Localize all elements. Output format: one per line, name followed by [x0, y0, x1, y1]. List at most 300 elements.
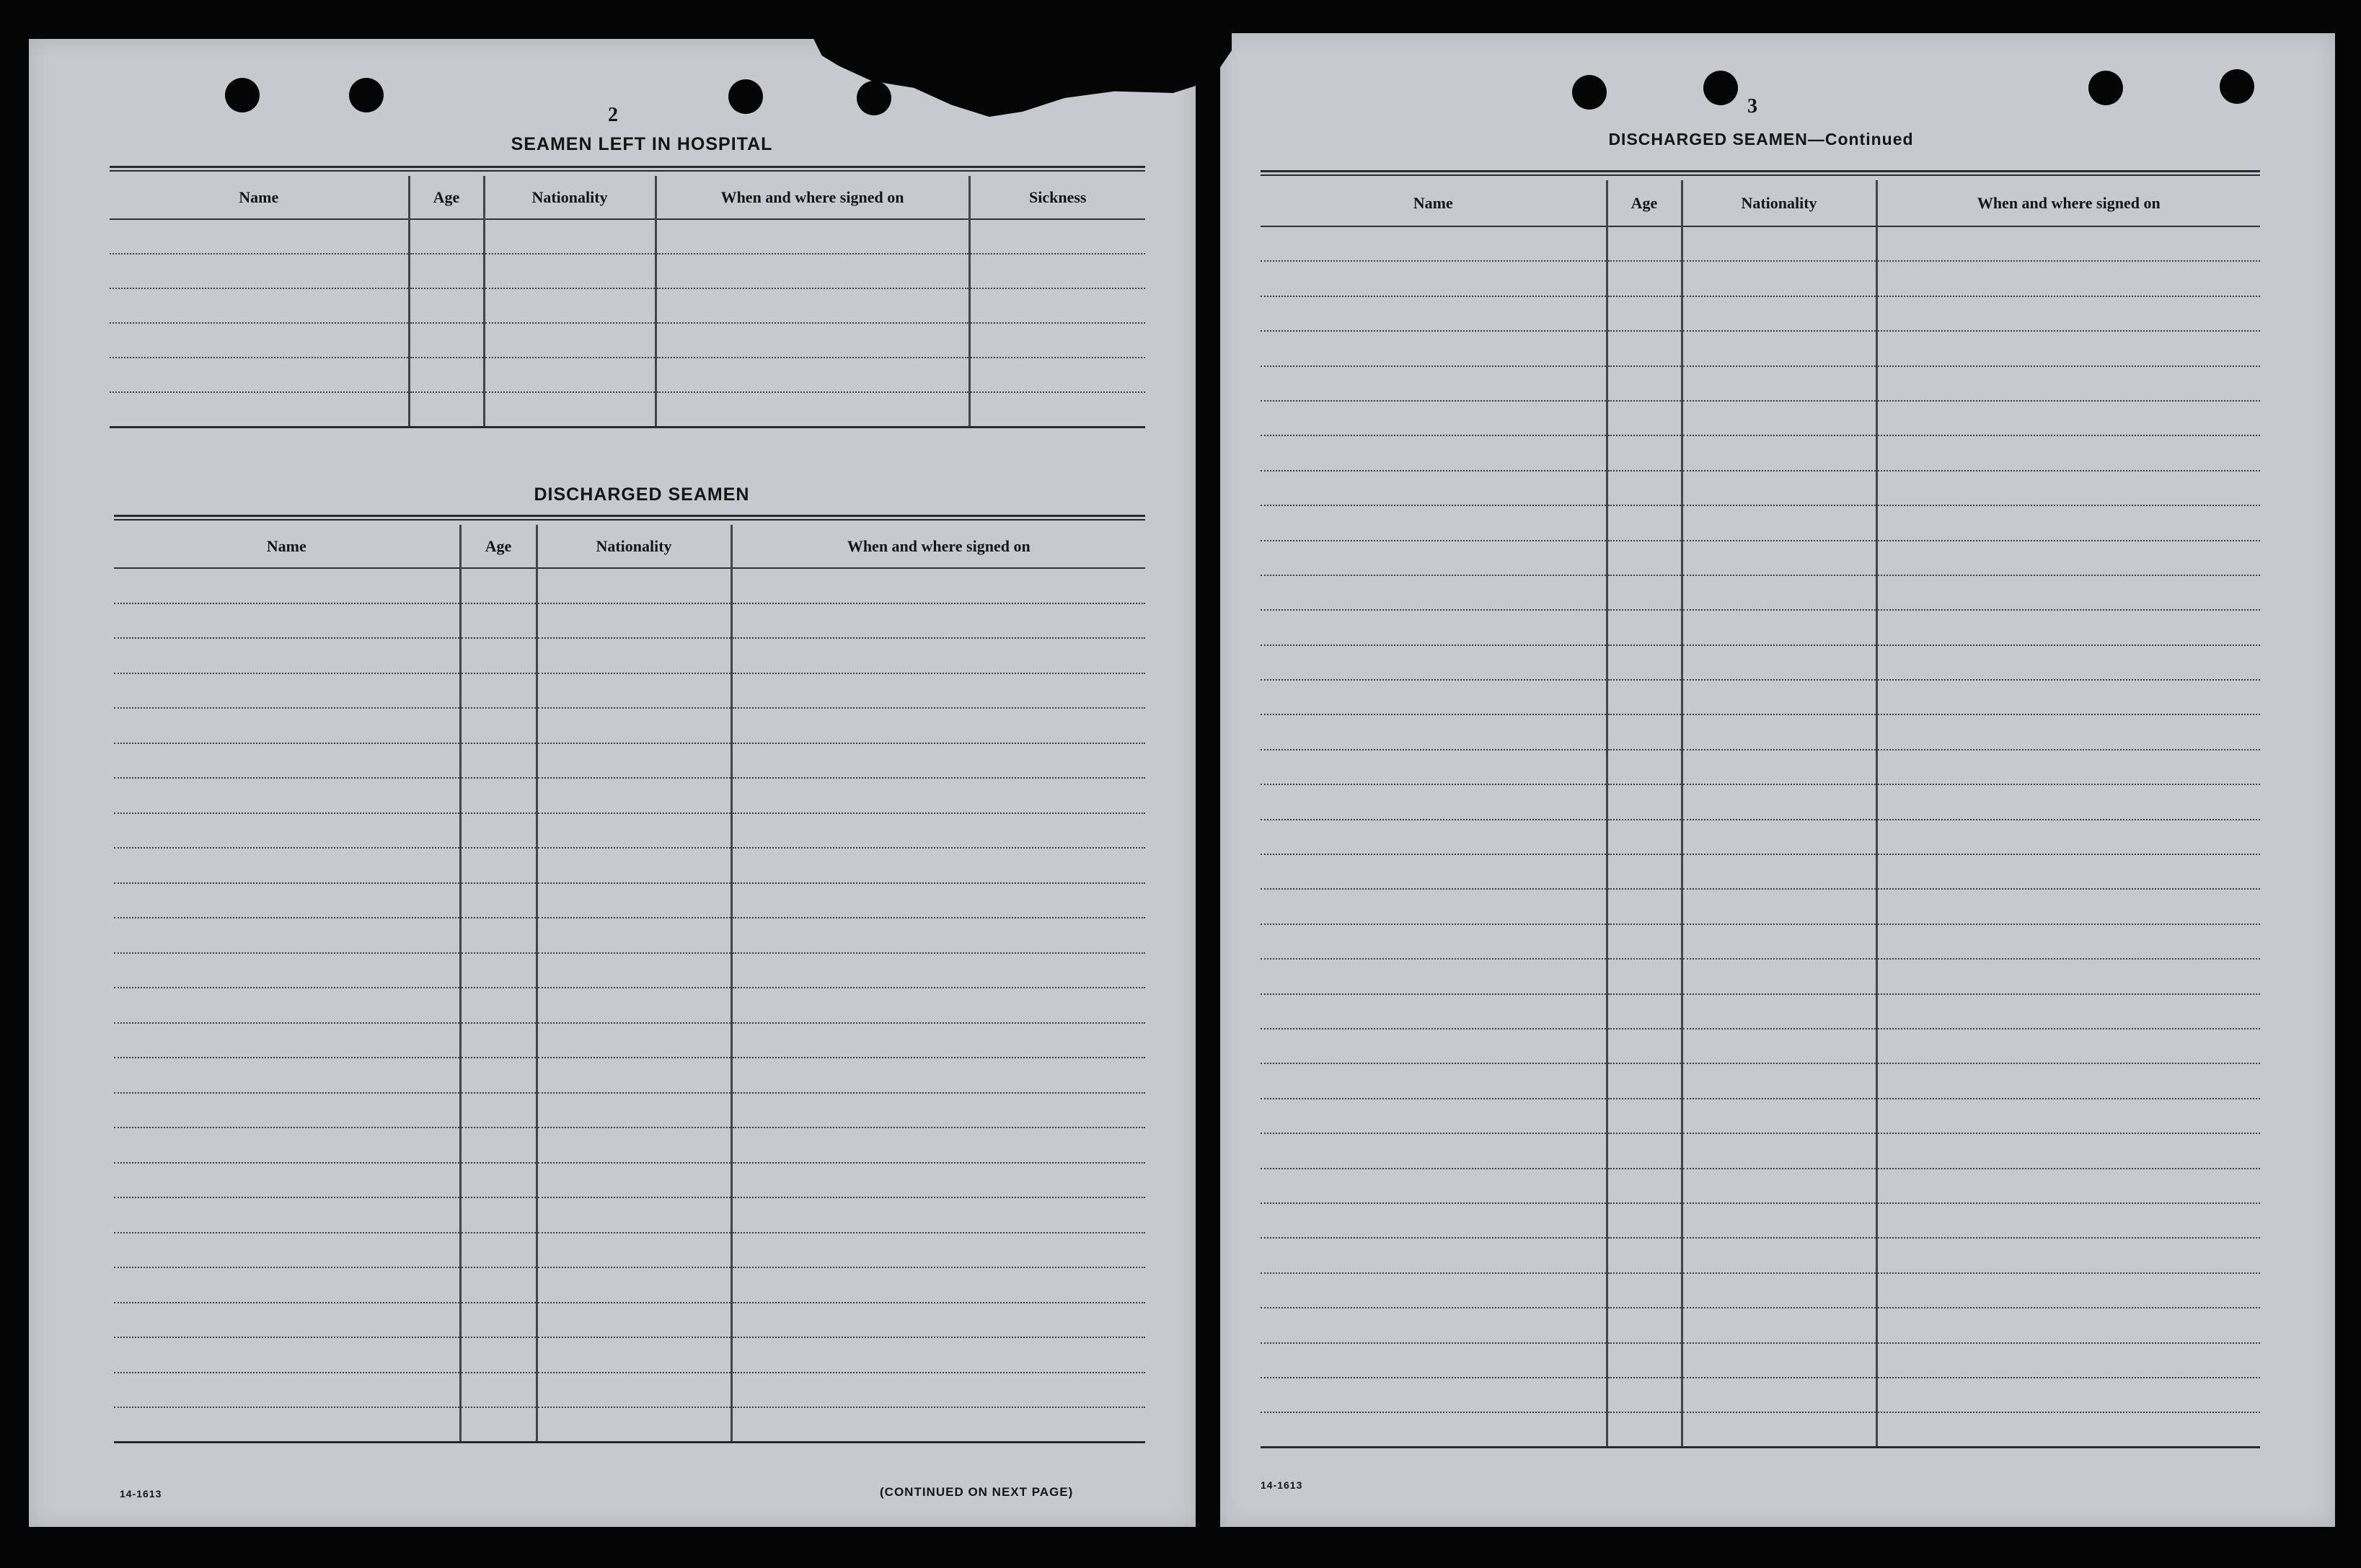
- blank-cell[interactable]: [1261, 1412, 1607, 1447]
- blank-cell[interactable]: [460, 953, 537, 988]
- blank-cell[interactable]: [110, 392, 409, 427]
- blank-cell[interactable]: [1682, 1203, 1876, 1238]
- blank-cell[interactable]: [731, 1197, 1145, 1233]
- blank-cell[interactable]: [1607, 1169, 1682, 1203]
- blank-cell[interactable]: [1607, 924, 1682, 959]
- blank-cell[interactable]: [114, 1023, 460, 1058]
- blank-cell[interactable]: [1261, 575, 1607, 610]
- blank-cell[interactable]: [1261, 714, 1607, 749]
- blank-cell[interactable]: [460, 568, 537, 603]
- blank-cell[interactable]: [1682, 401, 1876, 435]
- blank-row: [114, 1337, 1145, 1373]
- blank-cell[interactable]: [1261, 296, 1607, 331]
- blank-cell[interactable]: [460, 1337, 537, 1373]
- blank-cell[interactable]: [1261, 226, 1607, 261]
- blank-row: [1261, 1412, 2260, 1447]
- blank-cell[interactable]: [1607, 261, 1682, 296]
- blank-cell[interactable]: [537, 918, 731, 953]
- blank-cell[interactable]: [1682, 994, 1876, 1029]
- blank-cell[interactable]: [409, 392, 484, 427]
- blank-row: [1261, 471, 2260, 505]
- form-code: 14-1613: [120, 1488, 162, 1500]
- blank-cell[interactable]: [1607, 1099, 1682, 1133]
- blank-cell[interactable]: [460, 1023, 537, 1058]
- blank-cell[interactable]: [114, 918, 460, 953]
- blank-cell[interactable]: [1607, 471, 1682, 505]
- blank-cell[interactable]: [114, 778, 460, 813]
- blank-cell[interactable]: [460, 883, 537, 918]
- blank-cell[interactable]: [1682, 331, 1876, 366]
- blank-cell[interactable]: [1261, 331, 1607, 366]
- blank-cell[interactable]: [1261, 820, 1607, 854]
- blank-cell[interactable]: [1261, 680, 1607, 714]
- blank-cell[interactable]: [731, 953, 1145, 988]
- blank-cell[interactable]: [1261, 366, 1607, 401]
- blank-cell[interactable]: [484, 323, 656, 358]
- blank-cell[interactable]: [1876, 1343, 2260, 1378]
- blank-cell[interactable]: [1261, 924, 1607, 959]
- blank-cell[interactable]: [1876, 1273, 2260, 1308]
- blank-row: [114, 568, 1145, 603]
- blank-cell[interactable]: [114, 1058, 460, 1093]
- blank-cell[interactable]: [969, 358, 1145, 392]
- blank-cell[interactable]: [1607, 1133, 1682, 1168]
- blank-cell[interactable]: [1682, 1099, 1876, 1133]
- blank-cell[interactable]: [1607, 645, 1682, 680]
- blank-cell[interactable]: [114, 1303, 460, 1338]
- blank-cell[interactable]: [460, 1233, 537, 1268]
- blank-cell[interactable]: [1876, 1378, 2260, 1412]
- blank-cell[interactable]: [731, 1233, 1145, 1268]
- blank-cell[interactable]: [1607, 575, 1682, 610]
- blank-cell[interactable]: [731, 1303, 1145, 1338]
- blank-cell[interactable]: [484, 254, 656, 288]
- blank-cell[interactable]: [537, 1373, 731, 1408]
- blank-cell[interactable]: [460, 1163, 537, 1198]
- blank-cell[interactable]: [1607, 714, 1682, 749]
- blank-cell[interactable]: [1682, 1238, 1876, 1272]
- blank-cell[interactable]: [1607, 505, 1682, 540]
- blank-cell[interactable]: [460, 603, 537, 639]
- blank-cell[interactable]: [460, 1058, 537, 1093]
- blank-cell[interactable]: [110, 323, 409, 358]
- blank-cell[interactable]: [1261, 1308, 1607, 1342]
- blank-cell[interactable]: [1876, 331, 2260, 366]
- blank-cell[interactable]: [110, 219, 409, 254]
- blank-cell[interactable]: [1682, 435, 1876, 470]
- blank-cell[interactable]: [1607, 750, 1682, 784]
- blank-cell[interactable]: [114, 848, 460, 883]
- blank-cell[interactable]: [1261, 435, 1607, 470]
- blank-cell[interactable]: [1607, 331, 1682, 366]
- blank-cell[interactable]: [537, 953, 731, 988]
- blank-cell[interactable]: [1261, 471, 1607, 505]
- blank-cell[interactable]: [1261, 1343, 1607, 1378]
- blank-cell[interactable]: [1261, 401, 1607, 435]
- blank-cell[interactable]: [1682, 505, 1876, 540]
- blank-cell[interactable]: [537, 988, 731, 1023]
- blank-cell[interactable]: [731, 1373, 1145, 1408]
- blank-cell[interactable]: [114, 1373, 460, 1408]
- blank-cell[interactable]: [731, 638, 1145, 673]
- blank-cell[interactable]: [409, 219, 484, 254]
- blank-cell[interactable]: [1876, 1308, 2260, 1342]
- blank-cell[interactable]: [1261, 750, 1607, 784]
- hospital-table: [110, 176, 1145, 428]
- left-page: [29, 39, 1196, 1527]
- blank-cell[interactable]: [1261, 541, 1607, 575]
- blank-cell[interactable]: [731, 1093, 1145, 1128]
- blank-row: [114, 1197, 1145, 1233]
- blank-cell[interactable]: [1682, 1273, 1876, 1308]
- blank-cell[interactable]: [1682, 610, 1876, 645]
- blank-cell[interactable]: [409, 254, 484, 288]
- punch-hole: [349, 78, 384, 112]
- blank-cell[interactable]: [1682, 471, 1876, 505]
- column-header-age: Age: [1607, 180, 1682, 226]
- blank-cell[interactable]: [1682, 1169, 1876, 1203]
- blank-cell[interactable]: [537, 673, 731, 709]
- blank-cell[interactable]: [537, 883, 731, 918]
- blank-cell[interactable]: [1876, 435, 2260, 470]
- blank-cell[interactable]: [114, 1197, 460, 1233]
- blank-cell[interactable]: [460, 1093, 537, 1128]
- blank-cell[interactable]: [1682, 645, 1876, 680]
- blank-cell[interactable]: [1607, 1063, 1682, 1098]
- blank-cell[interactable]: [537, 1023, 731, 1058]
- blank-cell[interactable]: [460, 1303, 537, 1338]
- blank-cell[interactable]: [114, 603, 460, 639]
- blank-cell[interactable]: [537, 1197, 731, 1233]
- blank-cell[interactable]: [1607, 1273, 1682, 1308]
- blank-cell[interactable]: [460, 708, 537, 743]
- blank-cell[interactable]: [460, 778, 537, 813]
- blank-row: [1261, 541, 2260, 575]
- blank-cell[interactable]: [656, 288, 969, 323]
- blank-cell[interactable]: [1876, 820, 2260, 854]
- blank-row: [114, 708, 1145, 743]
- blank-cell[interactable]: [731, 1163, 1145, 1198]
- blank-cell[interactable]: [1876, 1238, 2260, 1272]
- blank-cell[interactable]: [114, 673, 460, 709]
- blank-cell[interactable]: [114, 1407, 460, 1443]
- blank-cell[interactable]: [1261, 610, 1607, 645]
- blank-cell[interactable]: [731, 743, 1145, 779]
- blank-cell[interactable]: [1261, 889, 1607, 923]
- blank-row: [1261, 1273, 2260, 1308]
- blank-cell[interactable]: [1876, 1133, 2260, 1168]
- blank-cell[interactable]: [969, 288, 1145, 323]
- blank-cell[interactable]: [1607, 1029, 1682, 1063]
- blank-cell[interactable]: [409, 358, 484, 392]
- blank-cell[interactable]: [484, 219, 656, 254]
- blank-cell[interactable]: [1876, 401, 2260, 435]
- blank-cell[interactable]: [731, 673, 1145, 709]
- blank-cell[interactable]: [1876, 610, 2260, 645]
- blank-cell[interactable]: [114, 708, 460, 743]
- blank-cell[interactable]: [537, 568, 731, 603]
- blank-cell[interactable]: [114, 988, 460, 1023]
- blank-cell[interactable]: [1607, 1412, 1682, 1447]
- blank-cell[interactable]: [656, 358, 969, 392]
- blank-cell[interactable]: [1682, 750, 1876, 784]
- blank-cell[interactable]: [731, 1023, 1145, 1058]
- blank-cell[interactable]: [1261, 784, 1607, 819]
- blank-row: [114, 673, 1145, 709]
- blank-cell[interactable]: [969, 219, 1145, 254]
- blank-cell[interactable]: [1607, 889, 1682, 923]
- blank-cell[interactable]: [731, 1407, 1145, 1443]
- blank-cell[interactable]: [460, 743, 537, 779]
- blank-cell[interactable]: [1876, 1099, 2260, 1133]
- blank-cell[interactable]: [1876, 750, 2260, 784]
- blank-cell[interactable]: [1607, 541, 1682, 575]
- blank-cell[interactable]: [1607, 784, 1682, 819]
- blank-cell[interactable]: [537, 743, 731, 779]
- column-header-sickness: Sickness: [969, 176, 1145, 219]
- blank-cell[interactable]: [460, 988, 537, 1023]
- blank-cell[interactable]: [731, 1337, 1145, 1373]
- blank-cell[interactable]: [1607, 610, 1682, 645]
- blank-cell[interactable]: [1607, 854, 1682, 889]
- blank-cell[interactable]: [1607, 1203, 1682, 1238]
- blank-cell[interactable]: [460, 673, 537, 709]
- blank-cell[interactable]: [114, 1093, 460, 1128]
- blank-cell[interactable]: [1607, 994, 1682, 1029]
- blank-cell[interactable]: [1876, 889, 2260, 923]
- blank-cell[interactable]: [1876, 959, 2260, 993]
- blank-cell[interactable]: [1607, 680, 1682, 714]
- blank-cell[interactable]: [1261, 1238, 1607, 1272]
- blank-cell[interactable]: [537, 1267, 731, 1303]
- continued-note: (CONTINUED ON NEXT PAGE): [880, 1485, 1074, 1499]
- blank-cell[interactable]: [1876, 505, 2260, 540]
- blank-cell[interactable]: [1682, 680, 1876, 714]
- blank-cell[interactable]: [731, 1267, 1145, 1303]
- blank-cell[interactable]: [460, 638, 537, 673]
- blank-cell[interactable]: [537, 778, 731, 813]
- blank-cell[interactable]: [731, 813, 1145, 849]
- blank-cell[interactable]: [1682, 959, 1876, 993]
- blank-cell[interactable]: [731, 883, 1145, 918]
- blank-cell[interactable]: [114, 883, 460, 918]
- blank-row: [114, 1093, 1145, 1128]
- blank-cell[interactable]: [460, 813, 537, 849]
- blank-cell[interactable]: [1682, 226, 1876, 261]
- blank-cell[interactable]: [537, 1058, 731, 1093]
- blank-cell[interactable]: [1876, 366, 2260, 401]
- blank-cell[interactable]: [1876, 1412, 2260, 1447]
- blank-cell[interactable]: [114, 1267, 460, 1303]
- blank-cell[interactable]: [114, 1128, 460, 1163]
- hospital-top-rule: [110, 166, 1145, 172]
- blank-cell[interactable]: [537, 1407, 731, 1443]
- blank-cell[interactable]: [1876, 924, 2260, 959]
- blank-cell[interactable]: [1682, 296, 1876, 331]
- blank-cell[interactable]: [731, 603, 1145, 639]
- blank-cell[interactable]: [1876, 471, 2260, 505]
- blank-cell[interactable]: [484, 392, 656, 427]
- blank-cell[interactable]: [1876, 784, 2260, 819]
- blank-cell[interactable]: [1607, 435, 1682, 470]
- blank-cell[interactable]: [731, 848, 1145, 883]
- blank-row: [114, 1023, 1145, 1058]
- blank-cell[interactable]: [460, 918, 537, 953]
- blank-cell[interactable]: [1876, 1029, 2260, 1063]
- blank-cell[interactable]: [110, 288, 409, 323]
- blank-cell[interactable]: [1876, 645, 2260, 680]
- blank-cell[interactable]: [1682, 1308, 1876, 1342]
- blank-cell[interactable]: [114, 568, 460, 603]
- discharged-header-row: [114, 525, 1145, 568]
- blank-cell[interactable]: [1682, 1343, 1876, 1378]
- column-header-age: Age: [460, 525, 537, 568]
- blank-cell[interactable]: [1261, 1133, 1607, 1168]
- blank-cell[interactable]: [731, 918, 1145, 953]
- blank-cell[interactable]: [460, 1373, 537, 1408]
- blank-cell[interactable]: [1607, 1238, 1682, 1272]
- blank-cell[interactable]: [1607, 401, 1682, 435]
- blank-cell[interactable]: [1682, 889, 1876, 923]
- blank-cell[interactable]: [731, 1058, 1145, 1093]
- blank-cell[interactable]: [1682, 784, 1876, 819]
- blank-cell[interactable]: [731, 568, 1145, 603]
- blank-cell[interactable]: [537, 813, 731, 849]
- blank-cell[interactable]: [1261, 1169, 1607, 1203]
- blank-cell[interactable]: [1607, 1378, 1682, 1412]
- blank-cell[interactable]: [1682, 575, 1876, 610]
- blank-cell[interactable]: [114, 1163, 460, 1198]
- blank-cell[interactable]: [114, 638, 460, 673]
- blank-cell[interactable]: [537, 603, 731, 639]
- blank-cell[interactable]: [969, 323, 1145, 358]
- blank-row: [1261, 366, 2260, 401]
- blank-cell[interactable]: [969, 392, 1145, 427]
- blank-cell[interactable]: [1876, 226, 2260, 261]
- blank-cell[interactable]: [114, 743, 460, 779]
- blank-cell[interactable]: [1607, 226, 1682, 261]
- blank-cell[interactable]: [114, 1233, 460, 1268]
- blank-cell[interactable]: [1876, 1169, 2260, 1203]
- blank-row: [110, 288, 1145, 323]
- blank-cell[interactable]: [1876, 994, 2260, 1029]
- blank-cell[interactable]: [1876, 575, 2260, 610]
- blank-cell[interactable]: [1876, 854, 2260, 889]
- blank-cell[interactable]: [1682, 1063, 1876, 1098]
- right-top-rule: [1261, 170, 2260, 176]
- blank-cell[interactable]: [1682, 366, 1876, 401]
- blank-cell[interactable]: [114, 1337, 460, 1373]
- column-header-when-and-where-signed-on: When and where signed on: [656, 176, 969, 219]
- blank-cell[interactable]: [1607, 296, 1682, 331]
- blank-cell[interactable]: [537, 1128, 731, 1163]
- blank-cell[interactable]: [1261, 1378, 1607, 1412]
- blank-cell[interactable]: [460, 1128, 537, 1163]
- blank-cell[interactable]: [1607, 1343, 1682, 1378]
- blank-cell[interactable]: [1607, 959, 1682, 993]
- blank-cell[interactable]: [110, 254, 409, 288]
- blank-cell[interactable]: [1876, 1063, 2260, 1098]
- blank-cell[interactable]: [460, 1407, 537, 1443]
- blank-cell[interactable]: [537, 1303, 731, 1338]
- blank-cell[interactable]: [537, 1163, 731, 1198]
- blank-cell[interactable]: [731, 988, 1145, 1023]
- blank-cell[interactable]: [110, 358, 409, 392]
- blank-row: [1261, 1029, 2260, 1063]
- blank-cell[interactable]: [1261, 1203, 1607, 1238]
- blank-cell[interactable]: [1682, 541, 1876, 575]
- blank-cell[interactable]: [656, 392, 969, 427]
- blank-cell[interactable]: [537, 848, 731, 883]
- blank-cell[interactable]: [537, 1093, 731, 1128]
- blank-cell[interactable]: [1682, 820, 1876, 854]
- blank-cell[interactable]: [656, 254, 969, 288]
- blank-cell[interactable]: [1682, 854, 1876, 889]
- blank-cell[interactable]: [731, 708, 1145, 743]
- blank-cell[interactable]: [1682, 1412, 1876, 1447]
- blank-row: [114, 743, 1145, 779]
- blank-cell[interactable]: [114, 813, 460, 849]
- blank-cell[interactable]: [1682, 1378, 1876, 1412]
- blank-cell[interactable]: [1261, 1273, 1607, 1308]
- blank-cell[interactable]: [537, 1337, 731, 1373]
- blank-row: [1261, 645, 2260, 680]
- blank-cell[interactable]: [537, 1233, 731, 1268]
- blank-cell[interactable]: [731, 1128, 1145, 1163]
- blank-cell[interactable]: [114, 953, 460, 988]
- blank-row: [114, 1163, 1145, 1198]
- blank-cell[interactable]: [656, 323, 969, 358]
- blank-cell[interactable]: [1261, 959, 1607, 993]
- blank-cell[interactable]: [1876, 714, 2260, 749]
- blank-cell[interactable]: [1261, 505, 1607, 540]
- blank-cell[interactable]: [484, 358, 656, 392]
- blank-cell[interactable]: [1876, 680, 2260, 714]
- blank-cell[interactable]: [1261, 645, 1607, 680]
- blank-cell[interactable]: [537, 638, 731, 673]
- blank-cell[interactable]: [1876, 296, 2260, 331]
- blank-cell[interactable]: [1261, 994, 1607, 1029]
- blank-cell[interactable]: [1261, 1029, 1607, 1063]
- blank-cell[interactable]: [656, 219, 969, 254]
- blank-cell[interactable]: [409, 288, 484, 323]
- right-page: [1220, 33, 2335, 1527]
- blank-cell[interactable]: [484, 288, 656, 323]
- blank-cell[interactable]: [1682, 1029, 1876, 1063]
- blank-cell[interactable]: [1607, 820, 1682, 854]
- blank-cell[interactable]: [1682, 1133, 1876, 1168]
- blank-cell[interactable]: [460, 1267, 537, 1303]
- blank-cell[interactable]: [1876, 541, 2260, 575]
- blank-cell[interactable]: [1607, 1308, 1682, 1342]
- blank-cell[interactable]: [460, 1197, 537, 1233]
- blank-cell[interactable]: [460, 848, 537, 883]
- blank-cell[interactable]: [1682, 714, 1876, 749]
- blank-cell[interactable]: [1876, 261, 2260, 296]
- blank-cell[interactable]: [1261, 261, 1607, 296]
- blank-cell[interactable]: [409, 323, 484, 358]
- blank-cell[interactable]: [1261, 1099, 1607, 1133]
- blank-cell[interactable]: [731, 778, 1145, 813]
- blank-cell[interactable]: [969, 254, 1145, 288]
- blank-cell[interactable]: [1876, 1203, 2260, 1238]
- blank-cell[interactable]: [1261, 1063, 1607, 1098]
- blank-cell[interactable]: [1682, 261, 1876, 296]
- blank-cell[interactable]: [1682, 924, 1876, 959]
- blank-cell[interactable]: [1261, 854, 1607, 889]
- blank-cell[interactable]: [537, 708, 731, 743]
- blank-cell[interactable]: [1607, 366, 1682, 401]
